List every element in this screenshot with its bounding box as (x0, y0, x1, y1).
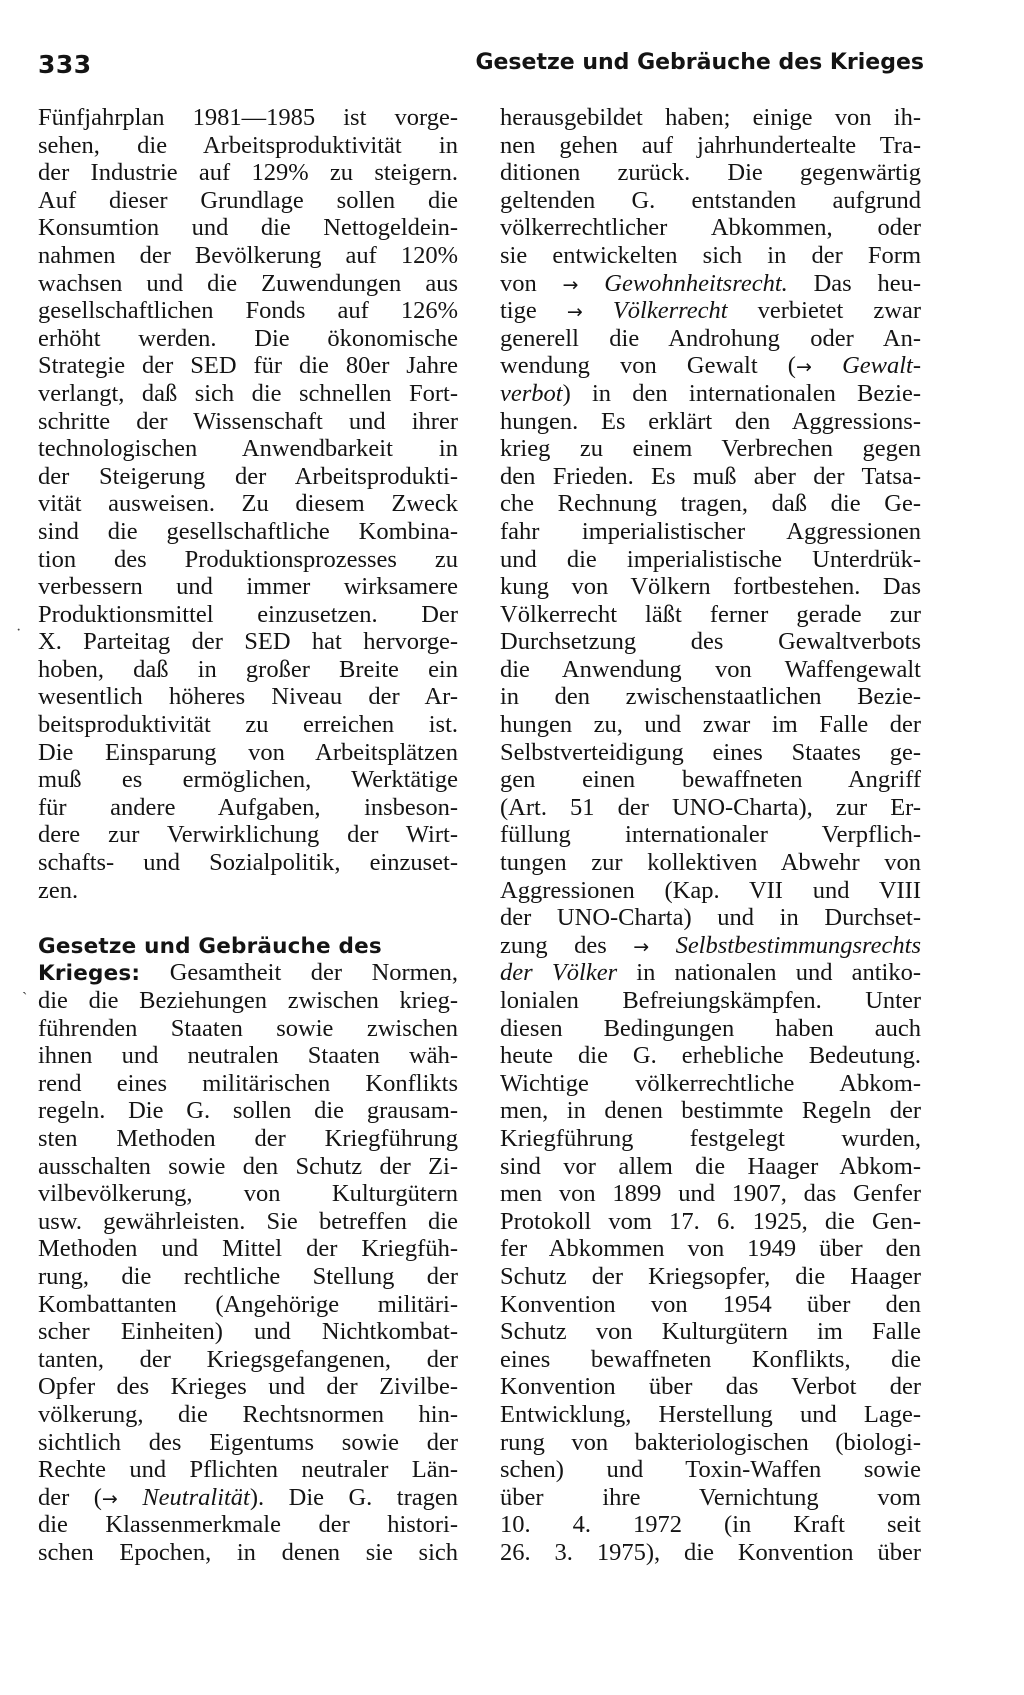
text-line: vilbevölkerung, von Kulturgütern (38, 1180, 458, 1208)
entry-definition-start: Gesamtheit der Normen, (169, 959, 458, 987)
text-line: tion des Produktionsprozesses zu (38, 545, 458, 573)
text-line: men von 1899 und 1907, das Genfer (500, 1180, 921, 1208)
text-line: tanten, der Kriegsgefangenen, der (38, 1345, 458, 1373)
text-line: zen. (38, 876, 79, 904)
text-line: sie entwickelten sich in der Form (500, 241, 921, 269)
text-line: Kriegführung festgelegt wurden, (500, 1124, 921, 1152)
text-line: die Klassenmerkmale der histori- (38, 1511, 458, 1539)
text-line: Aggressionen (Kap. VII und VIII (500, 876, 921, 904)
line-text: verbietet zwar (727, 297, 921, 325)
cross-reference-selbstbestimmungsrecht[interactable]: Selbstbestimmungsrechts (675, 931, 921, 959)
text-line: in den zwischenstaatlichen Bezie- (500, 683, 921, 711)
cross-reference-arrow-icon: → (562, 273, 579, 296)
cross-reference-gewaltverbot[interactable]: Gewalt- (842, 352, 921, 380)
line-text: in nationalen und antiko- (617, 959, 921, 987)
text-line: 10. 4. 1972 (in Kraft seit (500, 1511, 921, 1539)
text-line: Strategie der SED für die 80er Jahre (38, 352, 458, 380)
text-line: gesellschaftlichen Fonds auf 126% (38, 297, 458, 325)
text-line: sten Methoden der Kriegführung (38, 1124, 458, 1152)
text-line: Konvention von 1954 über den (500, 1290, 921, 1318)
line-text: zung des (500, 931, 634, 959)
page-number: 333 (38, 50, 92, 79)
running-head: Gesetze und Gebräuche des Krieges (475, 50, 924, 75)
text-line: Schutz der Kriegsopfer, die Haager (500, 1262, 921, 1290)
text-line: Völkerrecht läßt ferner gerade zur (500, 600, 921, 628)
text-line: der Industrie auf 129% zu steigern. (38, 159, 458, 187)
line-text: ) in den internationalen Bezie- (562, 379, 921, 407)
text-line: Produktionsmittel einzusetzen. Der (38, 600, 458, 628)
text-line: rung von bakteriologischen (biologi- (500, 1428, 921, 1456)
text-line: tungen zur kollektiven Abwehr von (500, 849, 921, 877)
text-line: schen Epochen, in denen sie sich (38, 1538, 458, 1566)
text-line: generell die Androhung oder An- (500, 324, 921, 352)
text-line: men, in denen bestimmte Regeln der (500, 1097, 921, 1125)
text-line: der UNO-Charta) und in Durchset- (500, 904, 921, 932)
text-line: sehen, die Arbeitsproduktivität in (38, 131, 458, 159)
text-line (500, 932, 921, 960)
text-line: eines bewaffneten Konflikts, die (500, 1345, 921, 1373)
cross-reference-arrow-icon: → (633, 935, 650, 958)
text-line: und die imperialistische Unterdrük- (500, 545, 921, 573)
entry-headword: Gesetze und Gebräuche des (38, 933, 382, 959)
cross-reference-selbstbestimmungsrecht-cont[interactable]: der Völker (500, 959, 618, 987)
text-line: X. Parteitag der SED hat hervorge- (38, 628, 458, 656)
text-line: Opfer des Krieges und der Zivilbe- (38, 1373, 458, 1401)
entry-headword-line (38, 932, 458, 960)
margin-speck: ` (22, 990, 28, 1007)
text-line: rung, die rechtliche Stellung der (38, 1262, 458, 1290)
text-line: diesen Bedingungen haben auch (500, 1014, 921, 1042)
text-line: ausschalten sowie den Schutz der Zi- (38, 1152, 458, 1180)
cross-reference-arrow-icon: → (101, 1487, 118, 1510)
text-line: Schutz von Kulturgütern im Falle (500, 1318, 921, 1346)
text-line: schafts- und Sozialpolitik, einzuset- (38, 849, 458, 877)
text-line: muß es ermöglichen, Werktätige (38, 766, 458, 794)
text-line: heute die G. erhebliche Bedeutung. (500, 1042, 921, 1070)
text-line: sichtlich des Eigentums sowie der (38, 1428, 458, 1456)
text-line: Wichtige völkerrechtliche Abkom- (500, 1069, 921, 1097)
text-line: Methoden und Mittel der Kriegfüh- (38, 1235, 458, 1263)
text-line: über ihre Vernichtung vom (500, 1483, 921, 1511)
text-line: den Frieden. Es muß aber der Tatsa- (500, 462, 921, 490)
text-line (500, 380, 921, 408)
text-line (500, 270, 921, 298)
text-line: völkerrechtlicher Abkommen, oder (500, 214, 921, 242)
text-line: rend eines militärischen Konflikts (38, 1069, 458, 1097)
line-text: von (500, 269, 563, 297)
text-line: herausgebildet haben; einige von ih- (500, 104, 921, 131)
text-line: Selbstverteidigung eines Staates ge- (500, 738, 921, 766)
text-line: der Steigerung der Arbeitsprodukti- (38, 462, 458, 490)
text-line: technologischen Anwendbarkeit in (38, 435, 458, 463)
text-line: ihnen und neutralen Staaten wäh- (38, 1042, 458, 1070)
text-line: sind die gesellschaftliche Kombina- (38, 517, 458, 545)
line-text: ). Die G. tragen (249, 1483, 458, 1511)
line-text: Das heu- (787, 269, 921, 297)
right-column (500, 104, 921, 1566)
text-line: schritte der Wissenschaft und ihrer (38, 407, 458, 435)
text-line: erhöht werden. Die ökonomische (38, 324, 458, 352)
text-line: (Art. 51 der UNO-Charta), zur Er- (500, 793, 921, 821)
paragraph-gap (38, 904, 458, 932)
text-line: die Anwendung von Waffengewalt (500, 655, 921, 683)
text-line: Kombattanten (Angehörige militäri- (38, 1290, 458, 1318)
cross-reference-arrow-icon: → (566, 301, 583, 324)
text-line: usw. gewährleisten. Sie betreffen die (38, 1207, 458, 1235)
text-line: dere zur Verwirklichung der Wirt- (38, 821, 458, 849)
entry-headword-end: Krieges: (38, 961, 141, 987)
text-line: Fünfjahrplan 1981—1985 ist vorge- (38, 104, 458, 131)
text-line: Durchsetzung des Gewaltverbots (500, 628, 921, 656)
text-line: lonialen Befreiungskämpfen. Unter (500, 987, 921, 1014)
text-line: verbessern und immer wirksamere (38, 573, 458, 601)
text-line: krieg zu einem Verbrechen gegen (500, 435, 921, 463)
cross-reference-gewaltverbot-cont[interactable]: verbot (500, 379, 563, 407)
text-line: die die Beziehungen zwischen krieg- (38, 987, 458, 1014)
text-line: führenden Staaten sowie zwischen (38, 1014, 458, 1042)
cross-reference-arrow-icon: → (795, 356, 812, 379)
text-line: für andere Aufgaben, insbeson- (38, 793, 458, 821)
text-line: hungen. Es erklärt den Aggressions- (500, 407, 921, 435)
text-line (38, 959, 458, 987)
text-line: Konvention über das Verbot der (500, 1373, 921, 1401)
text-line: Protokoll vom 17. 6. 1925, die Gen- (500, 1207, 921, 1235)
text-line: kung von Völkern fortbestehen. Das (500, 573, 921, 601)
text-line: Rechte und Pflichten neutraler Län- (38, 1456, 458, 1484)
text-line: fahr imperialistischer Aggressionen (500, 517, 921, 545)
text-line: hungen zu, und zwar im Falle der (500, 711, 921, 739)
text-line: gen einen bewaffneten Angriff (500, 766, 921, 794)
text-line: beitsproduktivität zu erreichen ist. (38, 711, 458, 739)
text-line: regeln. Die G. sollen die grausam- (38, 1097, 458, 1125)
text-line: verlangt, daß sich die schnellen Fort- (38, 379, 458, 407)
text-line: sind vor allem die Haager Abkom- (500, 1152, 921, 1180)
text-line (500, 297, 921, 325)
text-line: Entwicklung, Herstellung und Lage- (500, 1400, 921, 1428)
cross-reference-neutralitaet[interactable]: Neutralität (142, 1483, 250, 1511)
cross-reference-voelkerrecht[interactable]: Völkerrecht (612, 297, 728, 325)
text-line: Konsumtion und die Nettogeldein- (38, 214, 458, 242)
text-line: füllung internationaler Verpflich- (500, 821, 921, 849)
text-line: völkerung, die Rechtsnormen hin- (38, 1400, 458, 1428)
text-line: geltenden G. entstanden aufgrund (500, 186, 921, 214)
text-line (500, 352, 921, 380)
continuation-text (38, 104, 458, 904)
text-line: scher Einheiten) und Nichtkombat- (38, 1318, 458, 1346)
text-line: fer Abkommen von 1949 über den (500, 1235, 921, 1263)
text-line: nen gehen auf jahrhundertealte Tra- (500, 131, 921, 159)
line-text: tige (500, 297, 567, 325)
line-text: wendung von Gewalt ( (500, 352, 796, 380)
dictionary-entry (38, 932, 458, 1567)
text-line: schen) und Toxin-Waffen sowie (500, 1456, 921, 1484)
text-line (500, 959, 921, 987)
cross-reference-gewohnheitsrecht[interactable]: Gewohnheitsrecht. (604, 269, 788, 297)
line-text: der ( (38, 1483, 102, 1511)
text-line: Auf dieser Grundlage sollen die (38, 186, 458, 214)
text-line: vität ausweisen. Zu diesem Zweck (38, 490, 458, 518)
margin-speck: · (16, 622, 22, 639)
text-line: wachsen und die Zuwendungen aus (38, 269, 458, 297)
text-line: Die Einsparung von Arbeitsplätzen (38, 738, 458, 766)
text-line: ditionen zurück. Die gegenwärtig (500, 159, 921, 187)
text-line: che Rechnung tragen, daß die Ge- (500, 490, 921, 518)
text-line (38, 1484, 458, 1512)
text-line: wesentlich höheres Niveau der Ar- (38, 683, 458, 711)
left-column (38, 104, 458, 1566)
text-line: nahmen der Bevölkerung auf 120% (38, 241, 458, 269)
text-line: 26. 3. 1975), die Konvention über (500, 1538, 921, 1566)
text-line: hoben, daß in großer Breite ein (38, 655, 458, 683)
